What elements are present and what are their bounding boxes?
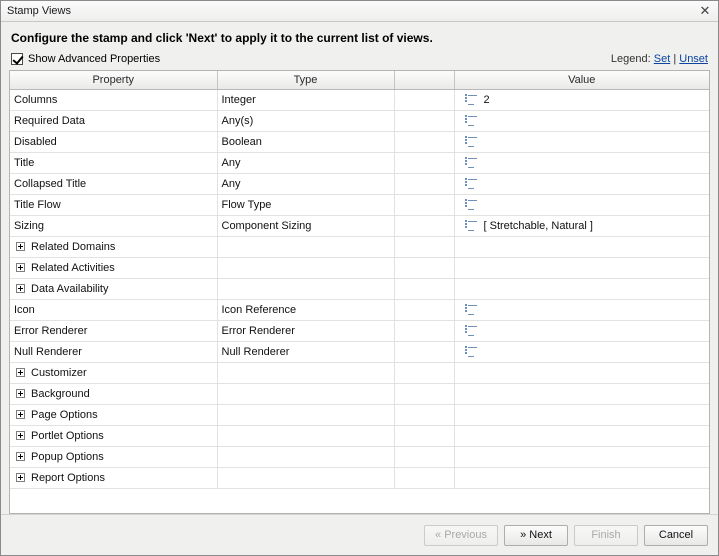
cell-property[interactable]: [10, 363, 217, 384]
legend-separator: |: [673, 53, 677, 65]
property-label: Report Options: [31, 472, 105, 484]
cell-type[interactable]: [217, 405, 394, 426]
property-label: Columns: [14, 94, 58, 106]
cell-value[interactable]: [454, 258, 709, 279]
cell-type[interactable]: Component Sizing: [217, 216, 394, 237]
table-row[interactable]: [10, 195, 709, 216]
cell-type[interactable]: Any: [217, 174, 394, 195]
cell-property[interactable]: [10, 174, 217, 195]
table-row[interactable]: [10, 468, 709, 489]
value-list-icon[interactable]: [465, 347, 477, 357]
value-content: [459, 347, 706, 357]
cell-type[interactable]: Any: [217, 153, 394, 174]
expand-plus-icon[interactable]: [16, 242, 25, 251]
table-row[interactable]: [10, 363, 709, 384]
value-text: [ Stretchable, Natural ]: [483, 220, 593, 232]
value-content: [459, 326, 706, 336]
cell-type[interactable]: Any(s): [217, 111, 394, 132]
property-label: Title Flow: [14, 199, 61, 211]
cell-property[interactable]: [10, 195, 217, 216]
legend: [611, 53, 708, 65]
cell-type[interactable]: [217, 426, 394, 447]
cell-value[interactable]: [454, 447, 709, 468]
value-content: [459, 94, 706, 106]
cell-type[interactable]: [217, 468, 394, 489]
expand-plus-icon[interactable]: [16, 284, 25, 293]
cell-value[interactable]: [454, 384, 709, 405]
value-content: [459, 116, 706, 126]
cell-value[interactable]: [454, 321, 709, 342]
previous-button[interactable]: « Previous: [424, 525, 498, 546]
cell-type[interactable]: [217, 447, 394, 468]
cell-blank[interactable]: [394, 300, 454, 321]
instruction-text: Configure the stamp and click 'Next' to apply it to the current list of views.: [11, 31, 433, 45]
cell-value[interactable]: [454, 132, 709, 153]
cell-blank[interactable]: [394, 321, 454, 342]
cell-type[interactable]: Boolean: [217, 132, 394, 153]
cell-type[interactable]: [217, 258, 394, 279]
property-label: Popup Options: [31, 451, 104, 463]
column-header-value[interactable]: Value: [454, 71, 709, 90]
table-row[interactable]: [10, 279, 709, 300]
property-label: Icon: [14, 304, 35, 316]
cell-value[interactable]: [454, 216, 709, 237]
value-list-icon[interactable]: [465, 326, 477, 336]
cell-blank[interactable]: [394, 279, 454, 300]
show-advanced-properties-label: Show Advanced Properties: [28, 53, 161, 65]
column-header-blank[interactable]: [394, 71, 454, 90]
value-list-icon[interactable]: [465, 200, 477, 210]
value-list-icon[interactable]: [465, 221, 477, 231]
property-label: Data Availability: [31, 283, 109, 295]
table-row[interactable]: [10, 426, 709, 447]
legend-unset-link[interactable]: Unset: [679, 53, 708, 65]
cell-property[interactable]: [10, 447, 217, 468]
cell-value[interactable]: [454, 174, 709, 195]
next-button[interactable]: » Next: [504, 525, 568, 546]
cell-property[interactable]: [10, 321, 217, 342]
checkbox-icon[interactable]: [11, 53, 23, 65]
cell-blank[interactable]: [394, 342, 454, 363]
cell-property[interactable]: [10, 237, 217, 258]
table-row[interactable]: [10, 174, 709, 195]
cell-property[interactable]: [10, 279, 217, 300]
value-content: [459, 158, 706, 168]
property-label: Related Activities: [31, 262, 115, 274]
properties-table-body: [10, 90, 709, 489]
cancel-button[interactable]: Cancel: [644, 525, 708, 546]
cell-blank[interactable]: [394, 258, 454, 279]
close-icon[interactable]: ✕: [699, 3, 711, 18]
cell-value[interactable]: [454, 153, 709, 174]
table-row[interactable]: [10, 90, 709, 111]
dialog-content: [1, 22, 718, 514]
value-content: [459, 305, 706, 315]
cell-property[interactable]: [10, 132, 217, 153]
cell-blank[interactable]: [394, 447, 454, 468]
cell-blank[interactable]: [394, 426, 454, 447]
cell-value[interactable]: [454, 363, 709, 384]
cell-property[interactable]: [10, 111, 217, 132]
finish-button[interactable]: Finish: [574, 525, 638, 546]
cell-blank[interactable]: [394, 132, 454, 153]
cell-property[interactable]: [10, 405, 217, 426]
cell-property[interactable]: [10, 90, 217, 111]
properties-table: [10, 71, 709, 489]
window-title: Stamp Views: [7, 5, 71, 17]
property-label: Related Domains: [31, 241, 116, 253]
value-list-icon[interactable]: [465, 95, 477, 105]
cell-type[interactable]: [217, 384, 394, 405]
table-row[interactable]: [10, 237, 709, 258]
cell-value[interactable]: [454, 342, 709, 363]
show-advanced-properties-checkbox[interactable]: [11, 53, 160, 65]
cell-property[interactable]: [10, 300, 217, 321]
value-text: 2: [483, 94, 490, 106]
table-row[interactable]: [10, 342, 709, 363]
value-list-icon[interactable]: [465, 116, 477, 126]
cell-type[interactable]: Integer: [217, 90, 394, 111]
cell-blank[interactable]: [394, 111, 454, 132]
cell-value[interactable]: [454, 237, 709, 258]
cell-value[interactable]: [454, 405, 709, 426]
property-label: Customizer: [31, 367, 87, 379]
cell-blank[interactable]: [394, 153, 454, 174]
property-label: Error Renderer: [14, 325, 88, 337]
cell-blank[interactable]: [394, 363, 454, 384]
property-label: Disabled: [14, 136, 57, 148]
cell-type[interactable]: Icon Reference: [217, 300, 394, 321]
value-content: [459, 200, 706, 210]
cell-blank[interactable]: [394, 468, 454, 489]
property-label: Required Data: [14, 115, 85, 127]
cell-blank[interactable]: [394, 216, 454, 237]
property-label: Background: [31, 388, 90, 400]
property-label: Null Renderer: [14, 346, 82, 358]
expand-plus-icon[interactable]: [16, 452, 25, 461]
table-row[interactable]: [10, 132, 709, 153]
expand-plus-icon[interactable]: [16, 389, 25, 398]
table-row[interactable]: [10, 216, 709, 237]
title-bar: [1, 1, 718, 22]
cell-value[interactable]: [454, 111, 709, 132]
cell-blank[interactable]: [394, 90, 454, 111]
cell-type[interactable]: [217, 237, 394, 258]
property-label: Page Options: [31, 409, 98, 421]
property-label: Sizing: [14, 220, 44, 232]
cell-type[interactable]: Error Renderer: [217, 321, 394, 342]
table-row[interactable]: [10, 258, 709, 279]
column-header-type[interactable]: Type: [217, 71, 394, 90]
options-row: [9, 53, 710, 70]
table-row[interactable]: [10, 111, 709, 132]
table-row[interactable]: [10, 153, 709, 174]
cell-property[interactable]: [10, 153, 217, 174]
footer-buttons: [1, 514, 718, 555]
cell-property[interactable]: [10, 468, 217, 489]
value-list-icon[interactable]: [465, 158, 477, 168]
cell-value[interactable]: [454, 426, 709, 447]
value-content: [459, 179, 706, 189]
cell-type[interactable]: Flow Type: [217, 195, 394, 216]
value-list-icon[interactable]: [465, 179, 477, 189]
table-row[interactable]: [10, 447, 709, 468]
table-row[interactable]: [10, 321, 709, 342]
cell-property[interactable]: [10, 342, 217, 363]
cell-property[interactable]: [10, 426, 217, 447]
cell-value[interactable]: [454, 90, 709, 111]
legend-set-link[interactable]: Set: [653, 53, 671, 65]
cell-blank[interactable]: [394, 237, 454, 258]
cell-blank[interactable]: [394, 195, 454, 216]
property-label: Title: [14, 157, 35, 169]
properties-table-wrapper: [9, 70, 710, 514]
cell-value[interactable]: [454, 279, 709, 300]
table-row[interactable]: [10, 384, 709, 405]
cell-type[interactable]: [217, 363, 394, 384]
cell-blank[interactable]: [394, 405, 454, 426]
value-content: [459, 220, 706, 232]
cell-property[interactable]: [10, 384, 217, 405]
cell-blank[interactable]: [394, 174, 454, 195]
table-row[interactable]: [10, 300, 709, 321]
property-label: Collapsed Title: [14, 178, 87, 190]
legend-prefix: Legend:: [610, 53, 651, 65]
column-header-property[interactable]: Property: [10, 71, 217, 90]
value-content: [459, 137, 706, 147]
cell-value[interactable]: [454, 195, 709, 216]
expand-plus-icon[interactable]: [16, 473, 25, 482]
cell-blank[interactable]: [394, 384, 454, 405]
property-label: Portlet Options: [31, 430, 104, 442]
cell-type[interactable]: Null Renderer: [217, 342, 394, 363]
cell-value[interactable]: [454, 468, 709, 489]
value-list-icon[interactable]: [465, 137, 477, 147]
table-header-row: [10, 71, 709, 90]
value-list-icon[interactable]: [465, 305, 477, 315]
cell-type[interactable]: [217, 279, 394, 300]
cell-property[interactable]: [10, 258, 217, 279]
cell-value[interactable]: [454, 300, 709, 321]
table-row[interactable]: [10, 405, 709, 426]
expand-plus-icon[interactable]: [16, 263, 25, 272]
expand-plus-icon[interactable]: [16, 431, 25, 440]
cell-property[interactable]: [10, 216, 217, 237]
expand-plus-icon[interactable]: [16, 368, 25, 377]
expand-plus-icon[interactable]: [16, 410, 25, 419]
